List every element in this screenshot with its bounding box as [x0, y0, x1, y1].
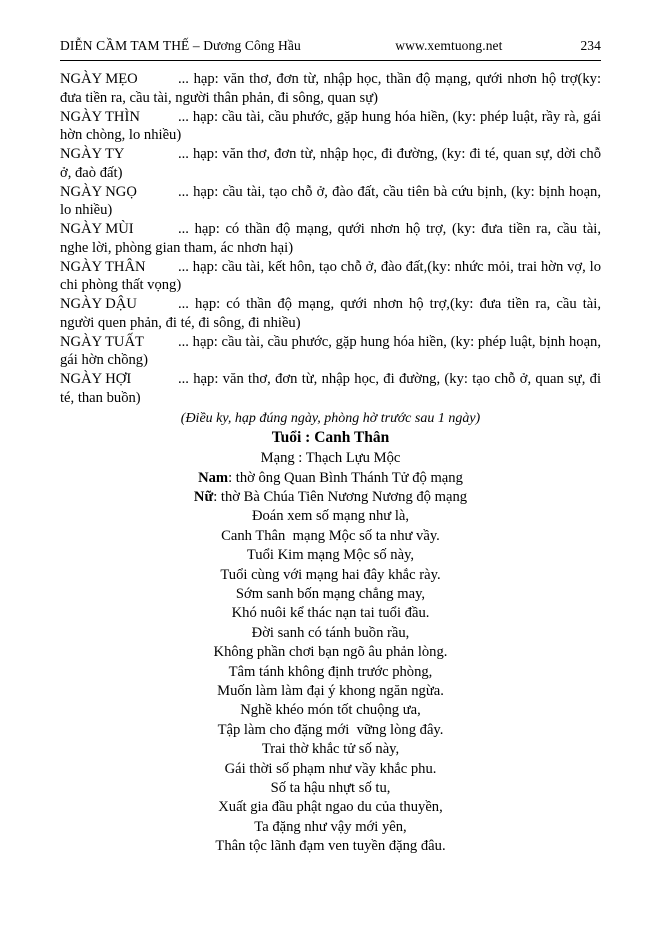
day-label: NGÀY TY	[60, 146, 125, 162]
day-description: ... hạp: có thần độ mạng, qưới nhơn hộ trợ, (ky: đưa tiền ra, cầu tài, nghe lời, phòng gian tham, ác nhơn hại)	[60, 221, 601, 256]
section-block	[60, 428, 601, 508]
list-item	[60, 183, 601, 221]
header-title: DIỄN CẦM TAM THẾ – Dương Công Hầu	[60, 38, 301, 53]
day-label: NGÀY DẬU	[60, 296, 137, 312]
day-description: ... hạp: văn thơ, đơn từ, nhập học, đi đường, (ky: đi té, quan sự, dời chỗ ở, đaò đất)	[60, 146, 601, 181]
section-destiny: Mạng : Thạch Lựu Mộc	[260, 450, 401, 467]
verse-line: Xuất gia đầu phật ngao du của thuyền,	[218, 799, 443, 816]
day-description: ... hạp: cầu tài, cầu phước, gặp hung hóa hiền, (ky: phép luật, rầy rà, gái hờn chòng, lo nhiều)	[60, 108, 601, 144]
day-label: NGÀY TUẤT	[60, 333, 144, 350]
verse-line: Tập làm cho đặng mới vững lòng đây.	[217, 721, 444, 738]
list-item	[60, 333, 601, 371]
day-description: ... hạp: cầu tài, kết hôn, tạo chỗ ở, đào đất,(ky: nhức mỏi, trai hờn vợ, lo chi phòng thất vọng)	[60, 258, 601, 294]
section-title: Tuổi : Canh Thân	[271, 428, 390, 446]
verse-line: Tuổi cùng với mạng hai đây khắc rày.	[220, 566, 441, 583]
verse-line: Gái thời số phạm như vầy khắc phu.	[224, 760, 437, 777]
day-label: NGÀY MẸO	[60, 71, 138, 87]
male-worship-line	[60, 469, 601, 488]
header-divider	[60, 60, 601, 61]
verse-line: Muốn làm làm đại ý khong ngăn ngừa.	[217, 682, 444, 699]
list-item	[60, 258, 601, 296]
male-label: Nam	[198, 469, 229, 486]
verse-line: Ta đặng như vậy mới yên,	[254, 818, 407, 835]
list-item	[60, 70, 601, 108]
day-label: NGÀY THÂN	[60, 258, 146, 275]
verse-line: Tuổi Kim mạng Mộc số này,	[246, 547, 415, 564]
day-label: NGÀY NGỌ	[60, 183, 137, 200]
day-entries-list	[60, 70, 601, 408]
day-description: ... hạp: cầu tài, tạo chỗ ở, đào đất, cầu tiên bà cứu bịnh, (ky: bịnh hoạn, lo nhiều)	[60, 183, 601, 219]
verse-line: Khó nuôi kể thác nạn tai tuổi đầu.	[231, 605, 430, 622]
female-label: Nữ	[193, 488, 214, 505]
day-description: ... hạp: cầu tài, cầu phước, gặp hung hóa hiền, (ky: phép luật, bịnh hoạn, gái hờn chồng)	[60, 333, 601, 369]
verse-line: Tâm tánh không định trước phòng,	[228, 663, 433, 680]
list-item	[60, 108, 601, 146]
verse-line: Thân tộc lãnh đạm ven tuyền đặng đâu.	[215, 838, 446, 855]
female-worship-line	[60, 488, 601, 507]
male-worship-text: : thờ ông Quan Bình Thánh Tử độ mạng	[228, 469, 463, 486]
female-worship-text: : thờ Bà Chúa Tiên Nương Nương độ mạng	[213, 488, 468, 505]
verse-line: Đoán xem số mạng như là,	[251, 508, 410, 525]
verse-line: Trai thờ khắc tử số này,	[261, 741, 400, 758]
day-description: ... hạp: văn thơ, đơn từ, nhập học, đi đường, (ky: tạo chỗ ở, quan sự, đi té, than buồn)	[60, 371, 601, 406]
page-number: 234	[580, 38, 601, 53]
list-item	[60, 220, 601, 258]
day-description: ... hạp: có thần độ mạng, qưới nhơn hộ trợ,(ky: đưa tiền ra, cầu tài, người quen phản, đi té, đi sông, đi nhiều)	[60, 296, 601, 331]
list-item	[60, 145, 601, 183]
verse-line: Đời sanh có tánh buồn rầu,	[251, 624, 410, 641]
verse-line: Số ta hậu nhựt số tu,	[270, 780, 391, 797]
day-description: ... hạp: văn thơ, đơn từ, nhập học, thần độ mạng, qưới nhơn hộ trợ(ky: đưa tiền ra, cầu tài, người thân phản, đi sông, quan sự)	[60, 71, 601, 106]
note-text: (Điều ky, hạp đúng ngày, phòng hờ trước sau 1 ngày)	[180, 410, 481, 426]
day-label: NGÀY MÙI	[60, 221, 134, 237]
verse-line: Canh Thân mạng Mộc số ta như vầy.	[221, 527, 440, 544]
verse-line: Không phần chơi bạn ngõ âu phản lòng.	[213, 644, 448, 661]
day-label: NGÀY THÌN	[60, 108, 140, 125]
verse-line: Nghề khéo món tốt chuộng ưa,	[240, 702, 421, 719]
verse-line: Sớm sanh bốn mạng chẳng may,	[235, 585, 426, 602]
list-item	[60, 295, 601, 333]
list-item	[60, 370, 601, 408]
verse-block	[60, 507, 601, 856]
day-label: NGÀY HỢI	[60, 371, 132, 387]
header-website: www.xemtuong.net	[395, 38, 503, 53]
page-header	[60, 38, 601, 54]
